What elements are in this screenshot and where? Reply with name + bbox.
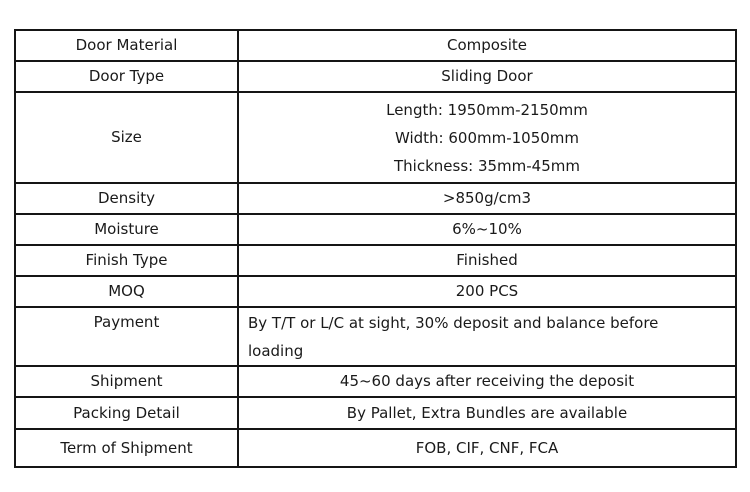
table-row-door-type xyxy=(15,61,736,92)
table-row-density xyxy=(15,183,736,214)
spec-label: Density xyxy=(15,183,238,214)
spec-value: Sliding Door xyxy=(238,61,736,92)
spec-label: Door Material xyxy=(15,30,238,61)
size-line-thickness: Thickness: 35mm-45mm xyxy=(394,156,580,175)
spec-label: Shipment xyxy=(15,366,238,397)
spec-value: >850g/cm3 xyxy=(238,183,736,214)
spec-label: MOQ xyxy=(15,276,238,307)
spec-label: Door Type xyxy=(15,61,238,92)
table-row-door-material xyxy=(15,30,736,61)
table-row-shipment xyxy=(15,366,736,397)
spec-value: By T/T or L/C at sight, 30% deposit and balance before loading xyxy=(238,307,736,366)
product-spec-table xyxy=(14,29,737,468)
spec-label: Packing Detail xyxy=(15,397,238,429)
table-row-finish-type xyxy=(15,245,736,276)
spec-value: 200 PCS xyxy=(238,276,736,307)
table-row-size xyxy=(15,92,736,183)
spec-label: Size xyxy=(15,92,238,183)
spec-value: 6%~10% xyxy=(238,214,736,245)
size-line-length: Length: 1950mm-2150mm xyxy=(386,100,588,119)
table-row-term-of-shipment xyxy=(15,429,736,467)
spec-label: Finish Type xyxy=(15,245,238,276)
table-row-moq xyxy=(15,276,736,307)
spec-label: Term of Shipment xyxy=(15,429,238,467)
spec-value: FOB, CIF, CNF, FCA xyxy=(238,429,736,467)
spec-value: 45~60 days after receiving the deposit xyxy=(238,366,736,397)
table-row-payment xyxy=(15,307,736,366)
table-row-packing-detail xyxy=(15,397,736,429)
size-line-width: Width: 600mm-1050mm xyxy=(394,128,580,147)
spec-value: Finished xyxy=(238,245,736,276)
spec-value: Composite xyxy=(238,30,736,61)
table-row-moisture xyxy=(15,214,736,245)
spec-value: By Pallet, Extra Bundles are available xyxy=(238,397,736,429)
spec-label: Payment xyxy=(15,307,238,366)
spec-value xyxy=(238,92,736,183)
spec-label: Moisture xyxy=(15,214,238,245)
